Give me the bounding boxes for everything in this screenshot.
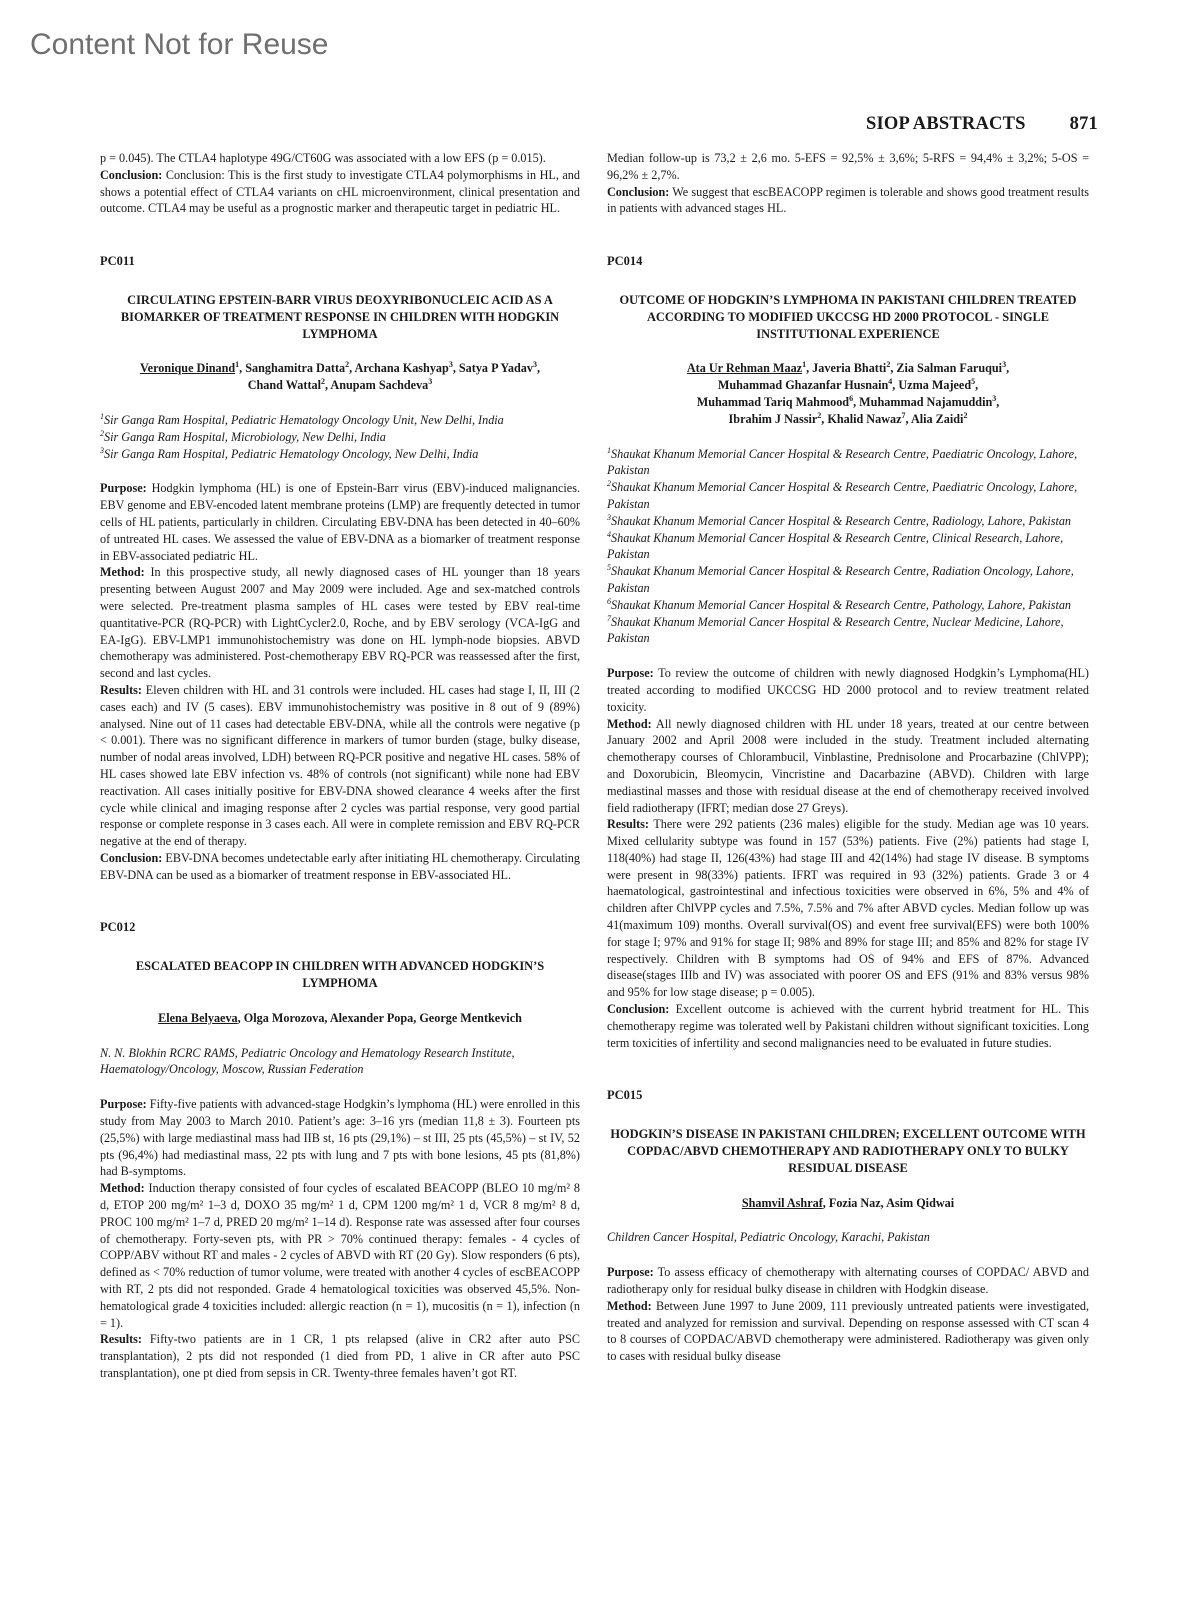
affil-mark: 7 <box>901 410 906 420</box>
watermark: Content Not for Reuse <box>30 28 329 61</box>
affiliation-list <box>607 446 1089 648</box>
affiliation-text: Shaukat Khanum Memorial Cancer Hospital & Research Centre, Nuclear Medicine, Lahore, Pakistan <box>607 614 1064 646</box>
results-text: There were 292 patients (236 males) eligible for the study. Median age was 10 years. Mixed cellularity subtype was found in 157 (53%) patients. Five (2%) patients had stage I, 118(40%) had stage II, 126(43%) had stage III and 42(14%) had stage IV disease. B symptoms were present in 98(33%) patients. IFRT was required in 93 (32%) patients. Grade 3 or 4 haematological, gastrointestinal and infectious toxicities were observed in 6%, 5% and 4% of children after ChlVPP cycles and 7.5%, 7.5% and 7% after ABVD cycles. Median follow up was 41(maximum 109) months. Overall survival(OS) and event free survival(EFS) were both 100% for stage I; 97% and 91% for stage II; 98% and 89% for stage III; and 85% and 82% for stage IV respectively. Children with B symptoms had OS of 94% and EFS of 87%. Advanced disease(stages IIIb and IV) was associated with poorer OS and EFS (91% and 83% versus 98% and 95% for low stage disease; p = 0.005). <box>607 817 1089 1000</box>
journal-section-title: SIOP ABSTRACTS <box>866 114 1026 134</box>
abstract-title: ESCALATED BEACOPP IN CHILDREN WITH ADVANCED HODGKIN’S LYMPHOMA <box>135 959 545 991</box>
affiliation <box>607 563 1089 597</box>
affil-mark: 2 <box>607 479 611 489</box>
affil-mark: 2 <box>963 410 968 420</box>
other-authors: , Fozia Naz, Asim Qidwai <box>822 1195 955 1210</box>
results-paragraph <box>607 816 1089 1001</box>
affil-mark: 3 <box>100 445 104 455</box>
purpose-text: Fifty-five patients with advanced-stage Hodgkin’s lymphoma (HL) were enrolled in this study from May 2003 to March 2010. Patient’s age: 3–16 yrs (median 11,8 ± 3). Fourteen pts (25,5%) with large mediastinal mass had IIB st, 16 pts (29,1%) – st III, 25 pts (45,5%) – st IV, 52 pts (96,4%) had mediastinal mass, 22 pts with lung and 7 pts with bone lesions, 45 pts (81,8%) had B-symptoms. <box>100 1097 580 1179</box>
author: Javeria Bhatti <box>812 361 887 376</box>
conclusion-label: Conclusion: <box>100 850 163 865</box>
affiliation <box>607 513 1089 530</box>
affil-mark: 4 <box>607 529 611 539</box>
affil-mark: 7 <box>607 613 611 623</box>
left-column <box>100 150 580 1382</box>
author: Zia Salman Faruqui <box>896 361 1003 376</box>
presenting-author: Ata Ur Rehman Maaz <box>686 361 803 376</box>
right-column <box>607 150 1089 1365</box>
author: Alia Zaidi <box>910 411 964 426</box>
author: Muhammad Najamuddin <box>859 394 993 409</box>
affil-mark: 6 <box>607 596 611 606</box>
method-paragraph <box>607 716 1089 817</box>
affiliation-text: Sir Ganga Ram Hospital, Pediatric Hematology Oncology Unit, New Delhi, India <box>104 412 504 427</box>
conclusion-paragraph <box>100 850 580 884</box>
results-paragraph <box>100 682 580 850</box>
affiliation-text: Sir Ganga Ram Hospital, Pediatric Hematology Oncology, New Delhi, India <box>104 446 479 461</box>
author: Muhammad Ghazanfar Husnain <box>717 378 889 393</box>
method-label: Method: <box>607 1298 652 1313</box>
author-list <box>100 1010 580 1027</box>
conclusion-text: We suggest that escBEACOPP regimen is tolerable and shows good treatment results in patients with advanced stages HL. <box>607 184 1089 216</box>
affil-mark: 3 <box>532 360 537 370</box>
affil-mark: 5 <box>607 563 611 573</box>
affiliation <box>100 446 580 463</box>
conclusion-text: EBV-DNA becomes undetectable early after initiating HL chemotherapy. Circulating EBV-DNA can be used as a biomarker of treatment response in EBV-associated HL. <box>100 850 580 882</box>
abstract-title: OUTCOME OF HODGKIN’S LYMPHOMA IN PAKISTANI CHILDREN TREATED ACCORDING TO MODIFIED UKCCSG HD 2000 PROTOCOL - SINGLE INSTITUTIONAL EXPERIENCE <box>619 292 1077 341</box>
author: Muhammad Tariq Mahmood <box>696 394 850 409</box>
affiliation-text: Shaukat Khanum Memorial Cancer Hospital & Research Centre, Radiation Oncology, Lahore, Pakistan <box>607 564 1074 595</box>
affiliation <box>607 479 1089 513</box>
affiliation <box>607 530 1089 564</box>
affil-mark: 5 <box>971 377 976 387</box>
affiliation: Children Cancer Hospital, Pediatric Oncology, Karachi, Pakistan <box>607 1230 930 1245</box>
affil-mark: 3 <box>607 512 611 522</box>
author: Chand Wattal <box>247 378 321 393</box>
affiliation <box>607 597 1089 614</box>
conclusion-label: Conclusion: <box>607 184 670 199</box>
author: Sanghamitra Datta <box>245 361 346 376</box>
conclusion-label: Conclusion: <box>607 1002 670 1017</box>
author-list: Veronique Dinand$^1$, Sanghamitra Datta$^2$, Archana Kashyap$^3$, Satya P Yadav$^3$, Chand Wattal$^2$, Anupam Sachdeva$^3$ <box>139 360 540 393</box>
affiliation-text: Shaukat Khanum Memorial Cancer Hospital & Research Centre, Paediatric Oncology, Lahore, Pakistan <box>607 480 1078 511</box>
affiliation-list <box>100 412 580 462</box>
purpose-paragraph <box>100 480 580 564</box>
abstract-id: PC011 <box>100 254 135 269</box>
affil-mark: 1 <box>802 360 807 370</box>
abstract-id: PC015 <box>607 1088 643 1103</box>
abstract-id: PC014 <box>607 254 643 269</box>
presenting-author: Veronique Dinand <box>139 361 236 376</box>
affil-mark: 6 <box>849 393 854 403</box>
purpose-paragraph <box>100 1096 580 1180</box>
affiliation <box>100 429 580 446</box>
affiliation-text: Shaukat Khanum Memorial Cancer Hospital & Research Centre, Pathology, Lahore, Pakistan <box>611 597 1072 612</box>
author-list <box>607 1195 1089 1212</box>
method-paragraph <box>100 564 580 682</box>
affiliation-text: Shaukat Khanum Memorial Cancer Hospital & Research Centre, Clinical Research, Lahore, Pakistan <box>607 530 1064 562</box>
purpose-label: Purpose: <box>100 1097 147 1112</box>
method-label: Method: <box>100 1181 145 1196</box>
method-label: Method: <box>607 716 652 731</box>
purpose-label: Purpose: <box>100 481 147 496</box>
affiliation: N. N. Blokhin RCRC RAMS, Pediatric Oncology and Hematology Research Institute, Haematology/Oncology, Moscow, Russian Federation <box>100 1045 515 1077</box>
affiliation-text: Shaukat Khanum Memorial Cancer Hospital & Research Centre, Paediatric Oncology, Lahore, Pakistan <box>607 446 1078 478</box>
purpose-text: To review the outcome of children with newly diagnosed Hodgkin’s Lymphoma(HL) treated according to modified UKCCSG HD 2000 protocol and to review treatment related toxicity. <box>607 666 1089 714</box>
affiliation-text: Sir Ganga Ram Hospital, Microbiology, New Delhi, India <box>104 429 386 444</box>
results-text: Eleven children with HL and 31 controls were included. HL cases had stage I, II, III (2 cases each) and IV (5 cases). EBV immunohistochemistry was positive in 8 out of 9 (89%) analysed. Nine out of 11 cases had detectable EBV-DNA, while all the controls were negative (p < 0.001). There was no significant difference in markers of tumor burden (stage, bulky disease, number of nodal areas involved, LDH) between RQ-PCR positive and negative HL cases. 58% of HL cases showed late EBV infection vs. 48% of controls (not significant) while none had EBV reactivation. All cases initially positive for EBV-DNA showed clearance 4 weeks after the first cycle while clinical and imaging response after 2 cycles was partial response, very good partial response or complete response in 3 cases each. All were in complete remission and EBV RQ-PCR negative at the end of therapy. <box>100 682 580 849</box>
affil-mark: 2 <box>817 410 822 420</box>
author: Anupam Sachdeva <box>330 378 429 393</box>
running-head <box>866 114 1098 135</box>
affiliation <box>607 614 1089 648</box>
method-paragraph <box>607 1298 1089 1365</box>
method-text: All newly diagnosed children with HL under 18 years, treated at our centre between January 2002 and April 2008 were included in the study. Treatment included alternating chemotherapy courses of Chlorambucil, Vinblastine, Prednisolone and Procarbazine (ChlVPP); and Doxorubicin, Bleomycin, Vincristine and Dacarbazine (ABVD). Children with large mediastinal masses and those with residual disease at the end of chemotherapy received involved field radiotherapy (IFRT; median dose 27 Greys). <box>607 716 1089 815</box>
abstract-title: CIRCULATING EPSTEIN-BARR VIRUS DEOXYRIBONUCLEIC ACID AS A BIOMARKER OF TREATMENT RESPONSE IN CHILDREN WITH HODGKIN LYMPHOMA <box>120 292 560 341</box>
continued-conclusion <box>607 184 1089 218</box>
abstract-title: HODGKIN’S DISEASE IN PAKISTANI CHILDREN; EXCELLENT OUTCOME WITH COPDAC/ABVD CHEMOTHERAPY AND RADIOTHERAPY ONLY TO BULKY RESIDUAL DISEASE <box>610 1127 1086 1175</box>
results-paragraph <box>100 1331 580 1381</box>
results-label: Results: <box>607 817 649 832</box>
method-text: Induction therapy consisted of four cycles of escalated BEACOPP (BLEO 10 mg/m² 8 d, ETOP 200 mg/m² 1–3 d, DOXO 35 mg/m² 1 d, CPM 1200 mg/m² 1 d, VCR 8 mg/m² 8 d, PROC 100 mg/m² 1–7 d, PRED 20 mg/m² 1–14 d). Response rate was assessed after four courses of chemotherapy. Forty-seven pts, with PR > 70% continued therapy: females - 4 cycles of COPP/ABV without RT and males - 2 cycles of ABVD with RT (20 Gy). Slow responders (6 pts), defined as < 70% reduction of tumor volume, were treated with another 4 cycles of escBEACOPP with RT, 2 pts did not responded. Grade 4 hematological toxicities was observed 45,5%. Non-hematological grade 4 toxicities included: allergic reaction (n = 1), mucositis (n = 1), infection (n = 1). <box>100 1181 580 1330</box>
continued-text: p = 0.045). The CTLA4 haplotype 49G/CT60G was associated with a low EFS (p = 0.015). <box>100 151 546 165</box>
method-label: Method: <box>100 565 145 580</box>
purpose-paragraph <box>607 1264 1089 1298</box>
author: Ibrahim J Nassir <box>728 411 818 426</box>
purpose-label: Purpose: <box>607 666 654 681</box>
results-text: Fifty-two patients are in 1 CR, 1 pts relapsed (alive in CR2 after auto PSC transplantation), 2 pts did not responded (1 died from PD, 1 alive in CR after auto PSC transplantation), one pt died from sepsis in CR. Twenty-three females haven’t got RT. <box>100 1332 580 1381</box>
affiliation <box>607 446 1089 480</box>
conclusion-text: Excellent outcome is achieved with the current hybrid treatment for HL. This chemotherapy regime was tolerated well by Pakistani children without significant toxicities. Long term toxicities of infertility and second malignancies need to be evaluated in future studies. <box>607 1002 1089 1050</box>
purpose-label: Purpose: <box>607 1265 654 1280</box>
affil-mark: 2 <box>886 360 891 370</box>
presenting-author: Elena Belyaeva <box>158 1010 238 1025</box>
affil-mark: 3 <box>428 377 433 387</box>
affil-mark: 4 <box>888 377 893 387</box>
affil-mark: 2 <box>100 428 104 438</box>
page-number: 871 <box>1069 114 1098 134</box>
other-authors: , Olga Morozova, Alexander Popa, George Mentkevich <box>237 1010 522 1025</box>
method-text: Between June 1997 to June 2009, 111 previously untreated patients were investigated, treated and analyzed for remission and survival. Depending on response assessed with CT scan 4 to 8 courses of COPDAC/ABVD chemotherapy were administered. Radiotherapy was given only to cases with residual bulky disease <box>607 1298 1089 1364</box>
author: Archana Kashyap <box>354 361 449 376</box>
affil-mark: 3 <box>448 360 453 370</box>
conclusion-paragraph <box>607 1001 1089 1051</box>
results-label: Results: <box>100 1332 142 1347</box>
author: Khalid Nawaz <box>827 411 902 426</box>
results-label: Results: <box>100 682 142 697</box>
method-paragraph <box>100 1180 580 1331</box>
author-list: Ata Ur Rehman Maaz$^1$, Javeria Bhatti$^2$, Zia Salman Faruqui$^3$, Muhammad Ghazanfar Husnain$^4$, Uzma Majeed$^5$, Muhammad Tariq Mahmood$^6$, Muhammad Najamuddin$^3$, Ibrahim J Nassir$^2$, Khalid Nawaz$^7$, Alia Zaidi$^2$ <box>686 360 1010 426</box>
conclusion-label: Conclusion: <box>100 167 163 182</box>
purpose-text: Hodgkin lymphoma (HL) is one of Epstein-Barr virus (EBV)-induced malignancies. EBV genome and EBV-encoded latent membrane proteins (LMP) are frequently detected in tumor cells of HL patients, particularly in children. Circulating EBV-DNA has been detected in 40–60% of untreated HL cases. We assessed the value of EBV-DNA as a biomarker of treatment response in EBV-associated pediatric HL. <box>100 481 580 563</box>
author: Satya P Yadav <box>458 361 533 376</box>
affil-mark: 2 <box>320 377 325 387</box>
affil-mark: 3 <box>1002 360 1007 370</box>
abstract-id: PC012 <box>100 920 136 935</box>
purpose-paragraph <box>607 665 1089 715</box>
author: Uzma Majeed <box>898 378 972 393</box>
affil-mark: 1 <box>235 360 240 370</box>
affil-mark: 1 <box>607 445 611 455</box>
affiliation-text: Shaukat Khanum Memorial Cancer Hospital & Research Centre, Radiology, Lahore, Pakistan <box>611 513 1072 528</box>
affiliation <box>100 412 580 429</box>
presenting-author: Shamvil Ashraf <box>741 1195 823 1210</box>
purpose-text: To assess efficacy of chemotherapy with alternating courses of COPDAC/ ABVD and radiotherapy only for residual bulky disease in children with Hodgkin disease. <box>607 1265 1089 1297</box>
method-text: In this prospective study, all newly diagnosed cases of HL younger than 18 years presenting between August 2007 and May 2009 were included. Age and sex-matched controls were selected. Pre-treatment plasma samples of HL cases were tested by EBV real-time quantitative-PCR (RQ-PCR) with LightCycler2.0, Roche, and by EBV serology (VCA-IgG and EA-IgG). EBV-LMP1 immunohistochemistry was done on HL lymph-node biopsies. ABVD chemotherapy was administered. Post-chemotherapy EBV RQ-PCR was reassessed after the first, second and last cycles. <box>100 565 580 681</box>
continued-conclusion <box>100 167 580 217</box>
affil-mark: 1 <box>100 411 104 421</box>
affil-mark: 3 <box>992 393 997 403</box>
continued-text: Median follow-up is 73,2 ± 2,6 mo. 5-EFS = 92,5% ± 3,6%; 5-RFS = 94,4% ± 3,2%; 5-OS = 96,2% ± 2,7%. <box>607 151 1089 182</box>
conclusion-text: Conclusion: This is the first study to investigate CTLA4 polymorphisms in HL, and shows a potential effect of CTLA4 variants on cHL microenvironment, clinical presentation and outcome. CTLA4 may be useful as a prognostic marker and therapeutic target in pediatric HL. <box>100 167 580 216</box>
affil-mark: 2 <box>345 360 350 370</box>
